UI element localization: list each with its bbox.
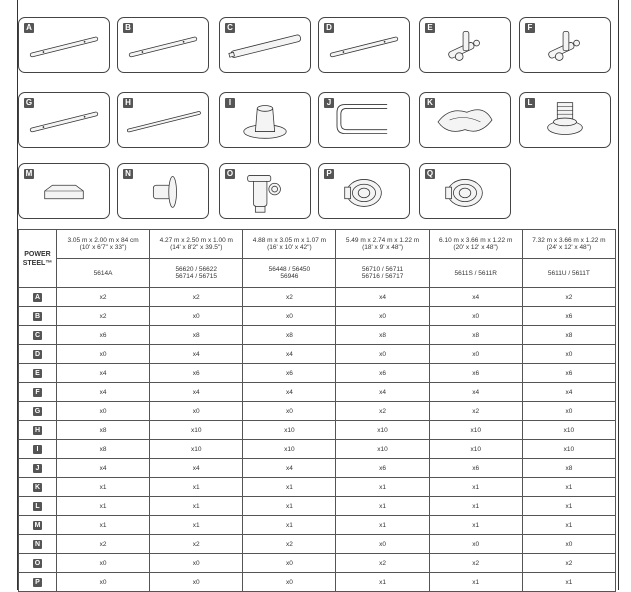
size-metric: 7.32 m x 3.66 m x 1.22 m [532,237,606,244]
row-letter-cell [19,573,57,592]
part-letter: B [123,23,133,33]
quantity-cell: x10 [150,421,243,440]
model-line-1: 5611U / 5611T [547,269,590,277]
row-letter-cell [19,459,57,478]
quantity-cell: x4 [57,383,150,402]
quantity-cell: x1 [243,497,336,516]
size-metric: 6.10 m x 3.66 m x 1.22 m [439,237,513,244]
model-line-2: 56714 / 56715 [175,273,218,280]
part-box-e [419,17,511,73]
quantity-cell: x4 [57,459,150,478]
part-letter: O [226,169,234,178]
quantity-cell: x10 [429,421,522,440]
size-imperial: (24' x 12' x 48") [546,244,592,251]
pool-size-header [243,230,336,259]
brand-line-2: STEEL™ [22,259,53,267]
size-metric: 4.88 m x 3.05 m x 1.07 m [252,237,327,244]
quantity-cell: x1 [522,478,615,497]
quantity-cell: x2 [243,288,336,307]
quantity-cell: x0 [57,573,150,592]
quantity-cell: x1 [336,516,429,535]
size-imperial: (20' x 12' x 48") [453,244,498,251]
size-metric: 4.27 m x 2.50 m x 1.00 m [159,237,233,244]
quantity-cell: x4 [522,383,615,402]
part-letter: M [34,521,41,529]
part-letter: L [525,98,535,108]
quantity-cell: x10 [336,440,429,459]
quantity-cell: x0 [150,402,243,421]
quantity-cell: x4 [336,288,429,307]
quantity-cell: x0 [57,402,150,421]
row-letter-cell [19,364,57,383]
part-box-d [318,17,410,73]
quantity-cell: x4 [243,345,336,364]
quantity-cell: x2 [429,554,522,573]
quantity-cell: x10 [150,440,243,459]
part-row-p [19,573,616,592]
quantity-cell: x4 [243,459,336,478]
quantity-cell: x8 [243,326,336,345]
part-box-f [519,17,611,73]
quantity-cell: x2 [336,402,429,421]
quantity-cell: x1 [150,516,243,535]
quantity-cell: x8 [57,440,150,459]
model-number-header [57,259,150,288]
quantity-cell: x8 [522,326,615,345]
quantity-cell: x1 [336,497,429,516]
quantity-cell: x2 [57,288,150,307]
part-box-h [117,92,209,148]
quantity-cell: x1 [522,497,615,516]
quantity-cell: x8 [522,459,615,478]
quantity-cell: x8 [336,326,429,345]
part-row-o [19,554,616,573]
part-box-c [219,17,311,73]
model-line-2: 56946 [280,273,299,280]
quantity-cell: x8 [429,326,522,345]
part-letter: C [34,331,41,339]
row-letter-cell [19,421,57,440]
quantity-cell: x0 [336,345,429,364]
part-letter: H [34,426,41,434]
pool-size-header [429,230,522,259]
quantity-cell: x1 [429,573,522,592]
part-box-m [18,163,110,219]
pool-size-header [522,230,615,259]
part-letter: E [425,23,435,33]
model-number-header [243,259,336,288]
part-letter: F [525,23,535,33]
part-letter: A [24,23,34,33]
dimension-header-row [19,230,616,259]
part-letter: N [34,540,41,548]
quantity-cell: x6 [336,364,429,383]
quantity-cell: x0 [243,307,336,326]
part-row-m [19,516,616,535]
part-row-c [19,326,616,345]
part-box-l [519,92,611,148]
quantity-cell: x0 [522,345,615,364]
part-box-k [419,92,511,148]
quantity-cell: x4 [429,288,522,307]
part-letter: G [25,98,33,107]
row-letter-cell [19,440,57,459]
model-line-1: 56448 / 56450 [268,266,311,273]
row-letter-cell [19,497,57,516]
quantity-cell: x2 [150,288,243,307]
quantity-cell: x6 [150,364,243,383]
part-row-g [19,402,616,421]
quantity-cell: x4 [57,364,150,383]
part-letter: J [33,464,42,473]
quantity-cell: x4 [336,383,429,402]
model-number-header [429,259,522,288]
part-letter: A [34,293,41,301]
part-box-q [419,163,511,219]
quantity-cell: x1 [429,478,522,497]
quantity-cell: x6 [522,364,615,383]
part-row-l [19,497,616,516]
part-letter: O [34,559,41,567]
part-letter: J [324,98,334,108]
part-letter: C [225,23,235,33]
row-letter-cell [19,554,57,573]
quantity-cell: x2 [429,402,522,421]
quantity-cell: x1 [336,478,429,497]
part-row-d [19,345,616,364]
quantity-cell: x4 [243,383,336,402]
quantity-cell: x0 [243,573,336,592]
part-box-i [219,92,311,148]
quantity-cell: x0 [336,307,429,326]
quantity-cell: x1 [57,478,150,497]
quantity-cell: x0 [57,345,150,364]
model-line-1: 56620 / 56622 [175,266,218,273]
quantity-cell: x0 [522,402,615,421]
quantity-cell: x4 [429,383,522,402]
part-row-n [19,535,616,554]
part-row-a [19,288,616,307]
part-letter: G [34,407,41,415]
part-box-g [18,92,110,148]
quantity-cell: x6 [336,459,429,478]
quantity-cell: x1 [336,573,429,592]
part-box-j [318,92,410,148]
size-imperial: (14' x 8'2" x 39.5") [170,244,223,251]
size-metric: 3.05 m x 2.00 m x 84 cm [67,237,139,244]
part-letter: I [225,98,235,108]
part-box-p [318,163,410,219]
part-row-i [19,440,616,459]
part-letter: F [33,388,42,397]
quantity-cell: x2 [57,307,150,326]
row-letter-cell [19,516,57,535]
quantity-cell: x1 [429,516,522,535]
quantity-cell: x4 [150,459,243,478]
quantity-cell: x1 [243,478,336,497]
part-letter: M [25,169,33,178]
quantity-cell: x2 [522,288,615,307]
pool-size-header [150,230,243,259]
part-row-k [19,478,616,497]
quantity-cell: x6 [522,307,615,326]
part-letter: B [34,312,41,320]
quantity-cell: x6 [243,364,336,383]
quantity-cell: x10 [243,421,336,440]
part-letter: L [33,502,42,511]
part-row-j [19,459,616,478]
part-box-b [117,17,209,73]
quantity-cell: x2 [522,554,615,573]
row-letter-cell [19,383,57,402]
row-letter-cell [19,402,57,421]
quantity-cell: x10 [243,440,336,459]
part-letter: D [324,23,334,33]
part-box-o [219,163,311,219]
size-imperial: (16' x 10' x 42") [267,244,312,251]
model-line-2: 56716 / 56717 [361,273,404,280]
part-letter: H [123,98,133,108]
quantity-cell: x10 [522,421,615,440]
part-row-e [19,364,616,383]
quantity-cell: x0 [429,307,522,326]
model-line-1: 5614A [93,269,113,277]
part-box-n [117,163,209,219]
quantity-cell: x6 [429,364,522,383]
parts-quantity-table [18,229,616,592]
quantity-cell: x2 [336,554,429,573]
quantity-cell: x10 [336,421,429,440]
part-letter: D [34,350,41,358]
row-letter-cell [19,307,57,326]
quantity-cell: x0 [57,554,150,573]
model-number-header [522,259,615,288]
brand-cell [19,230,57,288]
quantity-cell: x6 [57,326,150,345]
quantity-cell: x0 [243,554,336,573]
quantity-cell: x1 [243,516,336,535]
quantity-cell: x1 [150,478,243,497]
part-letter: K [425,98,435,108]
quantity-cell: x8 [150,326,243,345]
quantity-cell: x2 [243,535,336,554]
quantity-cell: x4 [150,345,243,364]
quantity-cell: x0 [150,554,243,573]
row-letter-cell [19,288,57,307]
quantity-cell: x0 [429,345,522,364]
brand-line-1: POWER [24,250,51,258]
quantity-cell: x10 [429,440,522,459]
part-row-b [19,307,616,326]
quantity-cell: x2 [57,535,150,554]
row-letter-cell [19,478,57,497]
model-number-header [336,259,429,288]
model-line-1: 56710 / 56711 [362,266,404,273]
quantity-cell: x8 [57,421,150,440]
part-letter: K [34,483,41,491]
quantity-cell: x0 [522,535,615,554]
quantity-cell: x1 [429,497,522,516]
row-letter-cell [19,345,57,364]
row-letter-cell [19,535,57,554]
quantity-cell: x0 [429,535,522,554]
pool-size-header [57,230,150,259]
row-letter-cell [19,326,57,345]
quantity-cell: x1 [57,516,150,535]
quantity-cell: x1 [150,497,243,516]
quantity-cell: x0 [150,307,243,326]
quantity-cell: x1 [57,497,150,516]
model-number-header [150,259,243,288]
part-box-a [18,17,110,73]
part-letter: Q [426,169,434,178]
pool-size-header [336,230,429,259]
quantity-cell: x6 [429,459,522,478]
part-row-h [19,421,616,440]
quantity-cell: x1 [522,516,615,535]
quantity-cell: x0 [336,535,429,554]
quantity-cell: x0 [243,402,336,421]
part-letter: E [33,369,42,378]
quantity-cell: x1 [522,573,615,592]
part-letter: P [33,578,42,587]
size-imperial: (18' x 9' x 48") [362,244,403,251]
part-letter: N [123,169,133,179]
quantity-cell: x0 [150,573,243,592]
quantity-cell: x2 [150,535,243,554]
quantity-cell: x10 [522,440,615,459]
part-letter: P [324,169,334,179]
part-letter: I [33,445,42,454]
model-header-row [19,259,616,288]
size-metric: 5.49 m x 2.74 m x 1.22 m [345,237,420,244]
model-line-1: 5611S / 5611R [454,269,497,277]
quantity-cell: x4 [150,383,243,402]
size-imperial: (10' x 6'7" x 33") [79,244,127,251]
part-row-f [19,383,616,402]
